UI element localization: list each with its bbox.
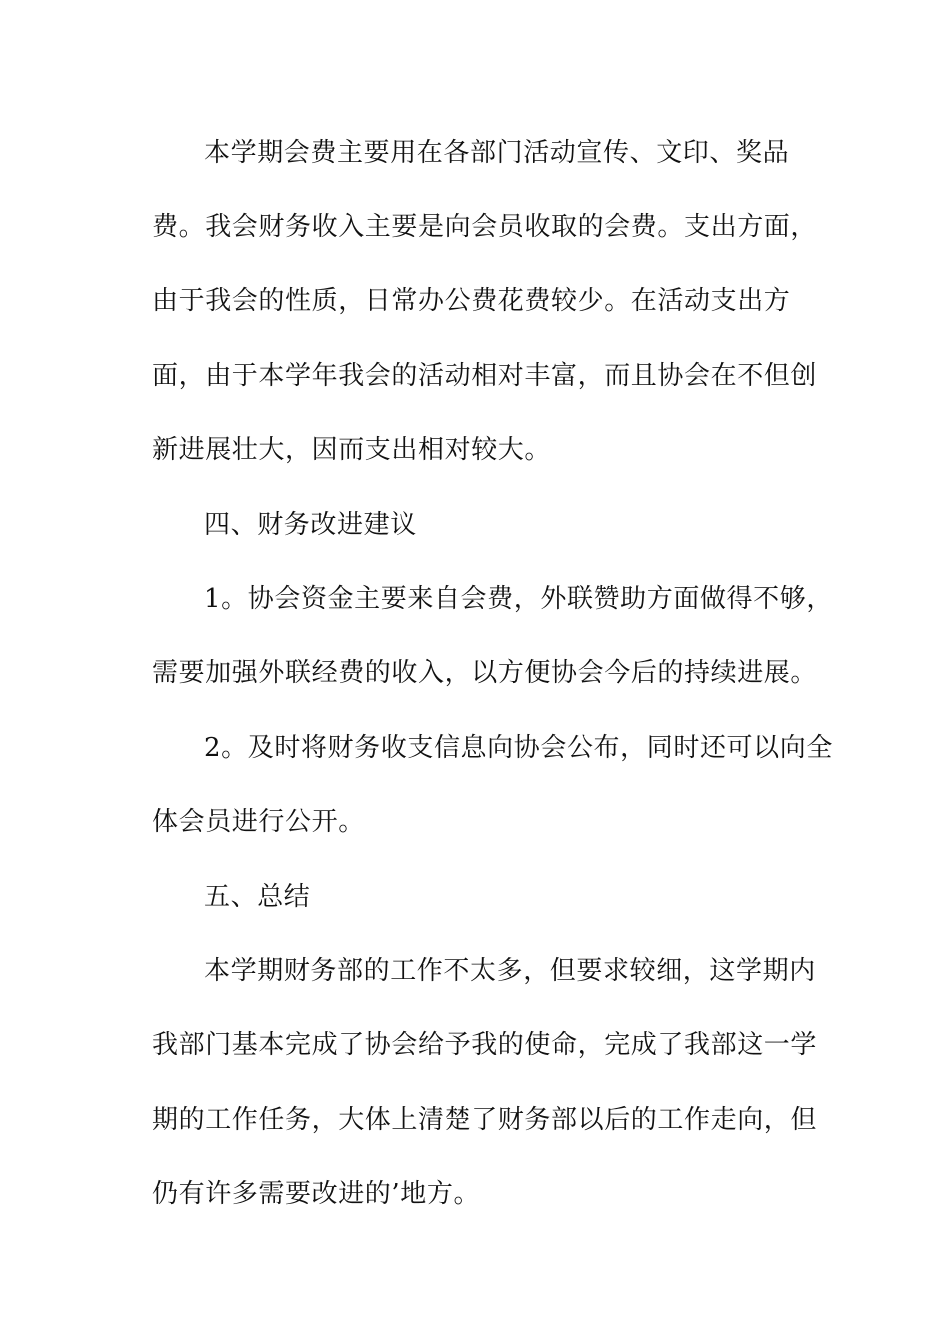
- paragraph-line: 面，由于本学年我会的活动相对丰富，而且协会在不但创: [152, 361, 818, 391]
- section-heading: 四、财务改进建议: [204, 510, 417, 540]
- paragraph-line: 期的工作任务，大体上清楚了财务部以后的工作走向，但: [152, 1105, 818, 1135]
- paragraph-line: 2。及时将财务收支信息向协会公布，同时还可以向全: [204, 733, 833, 763]
- paragraph-line: 由于我会的性质，日常办公费花费较少。在活动支出方: [152, 286, 791, 316]
- paragraph-line: 本学期财务部的工作不太多，但要求较细，这学期内: [204, 956, 816, 986]
- paragraph-line: 我部门基本完成了协会给予我的使命，完成了我部这一学: [152, 1030, 818, 1060]
- paragraph-line: 本学期会费主要用在各部门活动宣传、文印、奖品: [204, 138, 790, 168]
- paragraph-line: 需要加强外联经费的收入，以方便协会今后的持续进展。: [152, 658, 818, 688]
- paragraph-line: 体会员进行公开。: [152, 807, 365, 837]
- paragraph-line: 仍有许多需要改进的’地方。: [152, 1179, 481, 1209]
- paragraph-line: 新进展壮大，因而支出相对较大。: [152, 435, 552, 465]
- section-heading: 五、总结: [204, 882, 311, 912]
- paragraph-line: 费。我会财务收入主要是向会员收取的会费。支出方面，: [152, 212, 818, 242]
- paragraph-line: 1。协会资金主要来自会费，外联赞助方面做得不够，: [204, 584, 833, 614]
